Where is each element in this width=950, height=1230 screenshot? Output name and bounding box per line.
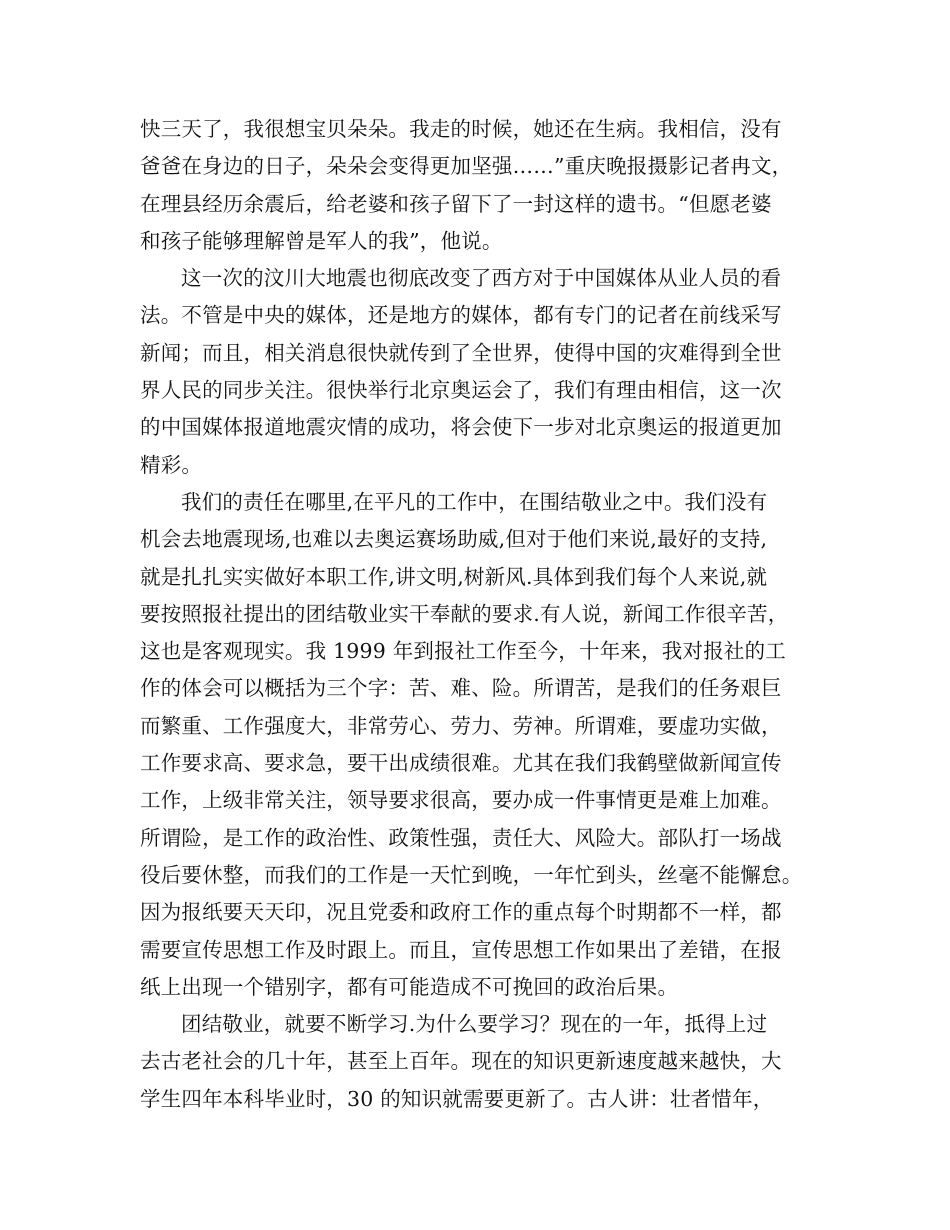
text-line: 的中国媒体报道地震灾情的成功，将会使下一步对北京奥运的报道更加: [140, 415, 782, 440]
text-line: 因为报纸要天天印，况且党委和政府工作的重点每个时期都不一样，都: [140, 900, 782, 925]
text-line: 工作，上级非常关注，领导要求很高，要办成一件事情更是难上加难。: [140, 788, 782, 813]
text-line: 爸爸在身边的日子，朵朵会变得更加坚强……”重庆晚报摄影记者冉文，: [140, 154, 793, 179]
text-line: 法。不管是中央的媒体，还是地方的媒体，都有专门的记者在前线采写: [140, 303, 782, 328]
text-line: 我们的责任在哪里,在平凡的工作中，在围结敬业之中。我们没有: [181, 489, 768, 514]
text-line: 纸上出现一个错别字，都有可能造成不可挽回的政治后果。: [140, 974, 679, 999]
text-line: 作的体会可以概括为三个字：苦、难、险。所谓苦，是我们的任务艰巨: [140, 676, 782, 701]
text-line: 快三天了，我很想宝贝朵朵。我走的时候，她还在生病。我相信，没有: [140, 117, 782, 141]
text-line: 和孩子能够理解曾是军人的我”，他说。: [140, 228, 503, 253]
paragraph: [140, 1006, 840, 1118]
text-line: 界人民的同步关注。很快举行北京奥运会了，我们有理由相信，这一次: [140, 378, 782, 403]
text-line: 学生四年本科毕业时，30 的知识就需要更新了。古人讲：壮者惜年，: [140, 1086, 774, 1111]
text-line: 新闻；而且，相关消息很快就传到了全世界，使得中国的灾难得到全世: [140, 340, 782, 365]
text-line: 去古老社会的几十年，甚至上百年。现在的知识更新速度越来越快，大: [140, 1049, 782, 1074]
paragraph: [140, 111, 840, 260]
paragraph: [140, 484, 840, 1006]
body-text: [140, 111, 840, 1118]
text-line: 需要宣传思想工作及时跟上。而且，宣传思想工作如果出了差错，在报: [140, 937, 782, 962]
text-line: 所谓险，是工作的政治性、政策性强，责任大、风险大。部队打一场战: [140, 825, 782, 850]
paragraph: [140, 260, 840, 484]
text-line: 就是扎扎实实做好本职工作,讲文明,树新风.具体到我们每个人来说,就: [140, 564, 768, 589]
text-line: 在理县经历余震后，给老婆和孩子留下了一封这样的遗书。“但愿老婆: [140, 191, 772, 216]
text-line: 精彩。: [140, 452, 203, 477]
text-line: 而繁重、工作强度大，非常劳心、劳力、劳神。所谓难，要虚功实做，: [140, 713, 782, 738]
text-line: 机会去地震现场,也难以去奥运赛场助威,但对于他们来说,最好的支持,: [140, 527, 768, 552]
text-line: 这也是客观现实。我 1999 年到报社工作至今，十年来，我对报社的工: [140, 639, 787, 664]
text-line: 工作要求高、要求急，要干出成绩很难。尤其在我们我鹤壁做新闻宣传: [140, 751, 782, 776]
text-line: 役后要休整，而我们的工作是一天忙到晚，一年忙到头，丝毫不能懈怠。: [140, 862, 803, 887]
text-line: 这一次的汶川大地震也彻底改变了西方对于中国媒体从业人员的看: [181, 266, 782, 291]
text-line: 团结敬业，就要不断学习.为什么要学习？现在的一年，抵得上过: [181, 1012, 768, 1037]
text-line: 要按照报社提出的团结敬业实干奉献的要求.有人说，新闻工作很辛苦，: [140, 601, 789, 626]
